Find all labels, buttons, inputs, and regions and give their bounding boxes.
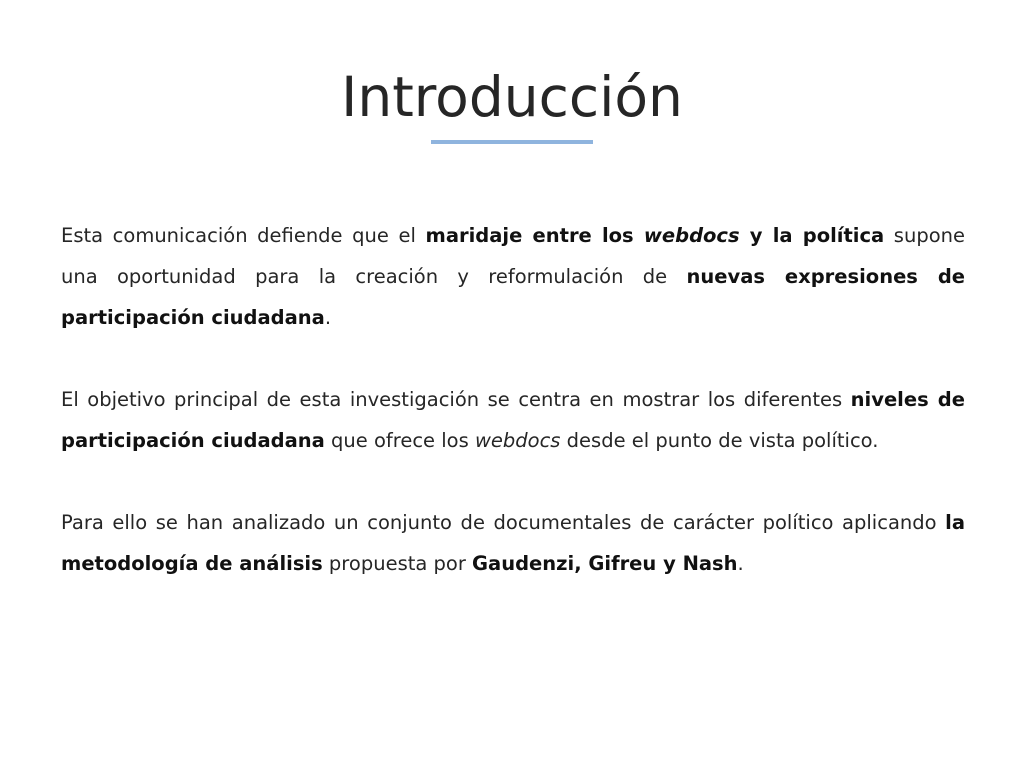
p2-text-a: El objetivo principal de esta investigación se centra en mostrar los diferentes <box>61 388 851 411</box>
p2-text-c: que ofrece los <box>324 429 475 452</box>
title-underline <box>431 140 593 144</box>
p1-text-d: y la política <box>739 224 885 247</box>
p3-bold-d: Gaudenzi, Gifreu y Nash <box>472 552 738 575</box>
p1-text-g: . <box>324 306 332 329</box>
p3-bold-b: la metodología de análisis <box>61 511 965 575</box>
slide-body <box>61 215 965 625</box>
p2-text-e: desde el punto de vista político. <box>560 429 879 452</box>
p1-text-e: supone una oportunidad para la creación y reformulación de <box>61 224 965 288</box>
paragraph-2 <box>61 379 965 461</box>
p3-text-e: . <box>737 552 744 575</box>
p2-bold-b: niveles de participación ciudadana <box>61 388 965 452</box>
slide-title: Introducción <box>341 65 683 129</box>
p1-text-a: Esta comunicación defiende que el <box>61 224 426 247</box>
p1-italic-webdocs: webdocs <box>643 224 740 247</box>
paragraph-1 <box>61 215 965 338</box>
p1-bold-a <box>426 224 885 247</box>
p1-bold-f: nuevas expresiones de participación ciudadana <box>61 265 966 329</box>
p3-text-a: Para ello se han analizado un conjunto de documentales de carácter político aplicando <box>61 511 946 534</box>
p2-italic-webdocs: webdocs <box>474 429 561 452</box>
p1-text-b: maridaje entre los <box>425 224 644 247</box>
p3-text-c: propuesta por <box>322 552 473 575</box>
paragraph-3 <box>61 502 965 584</box>
